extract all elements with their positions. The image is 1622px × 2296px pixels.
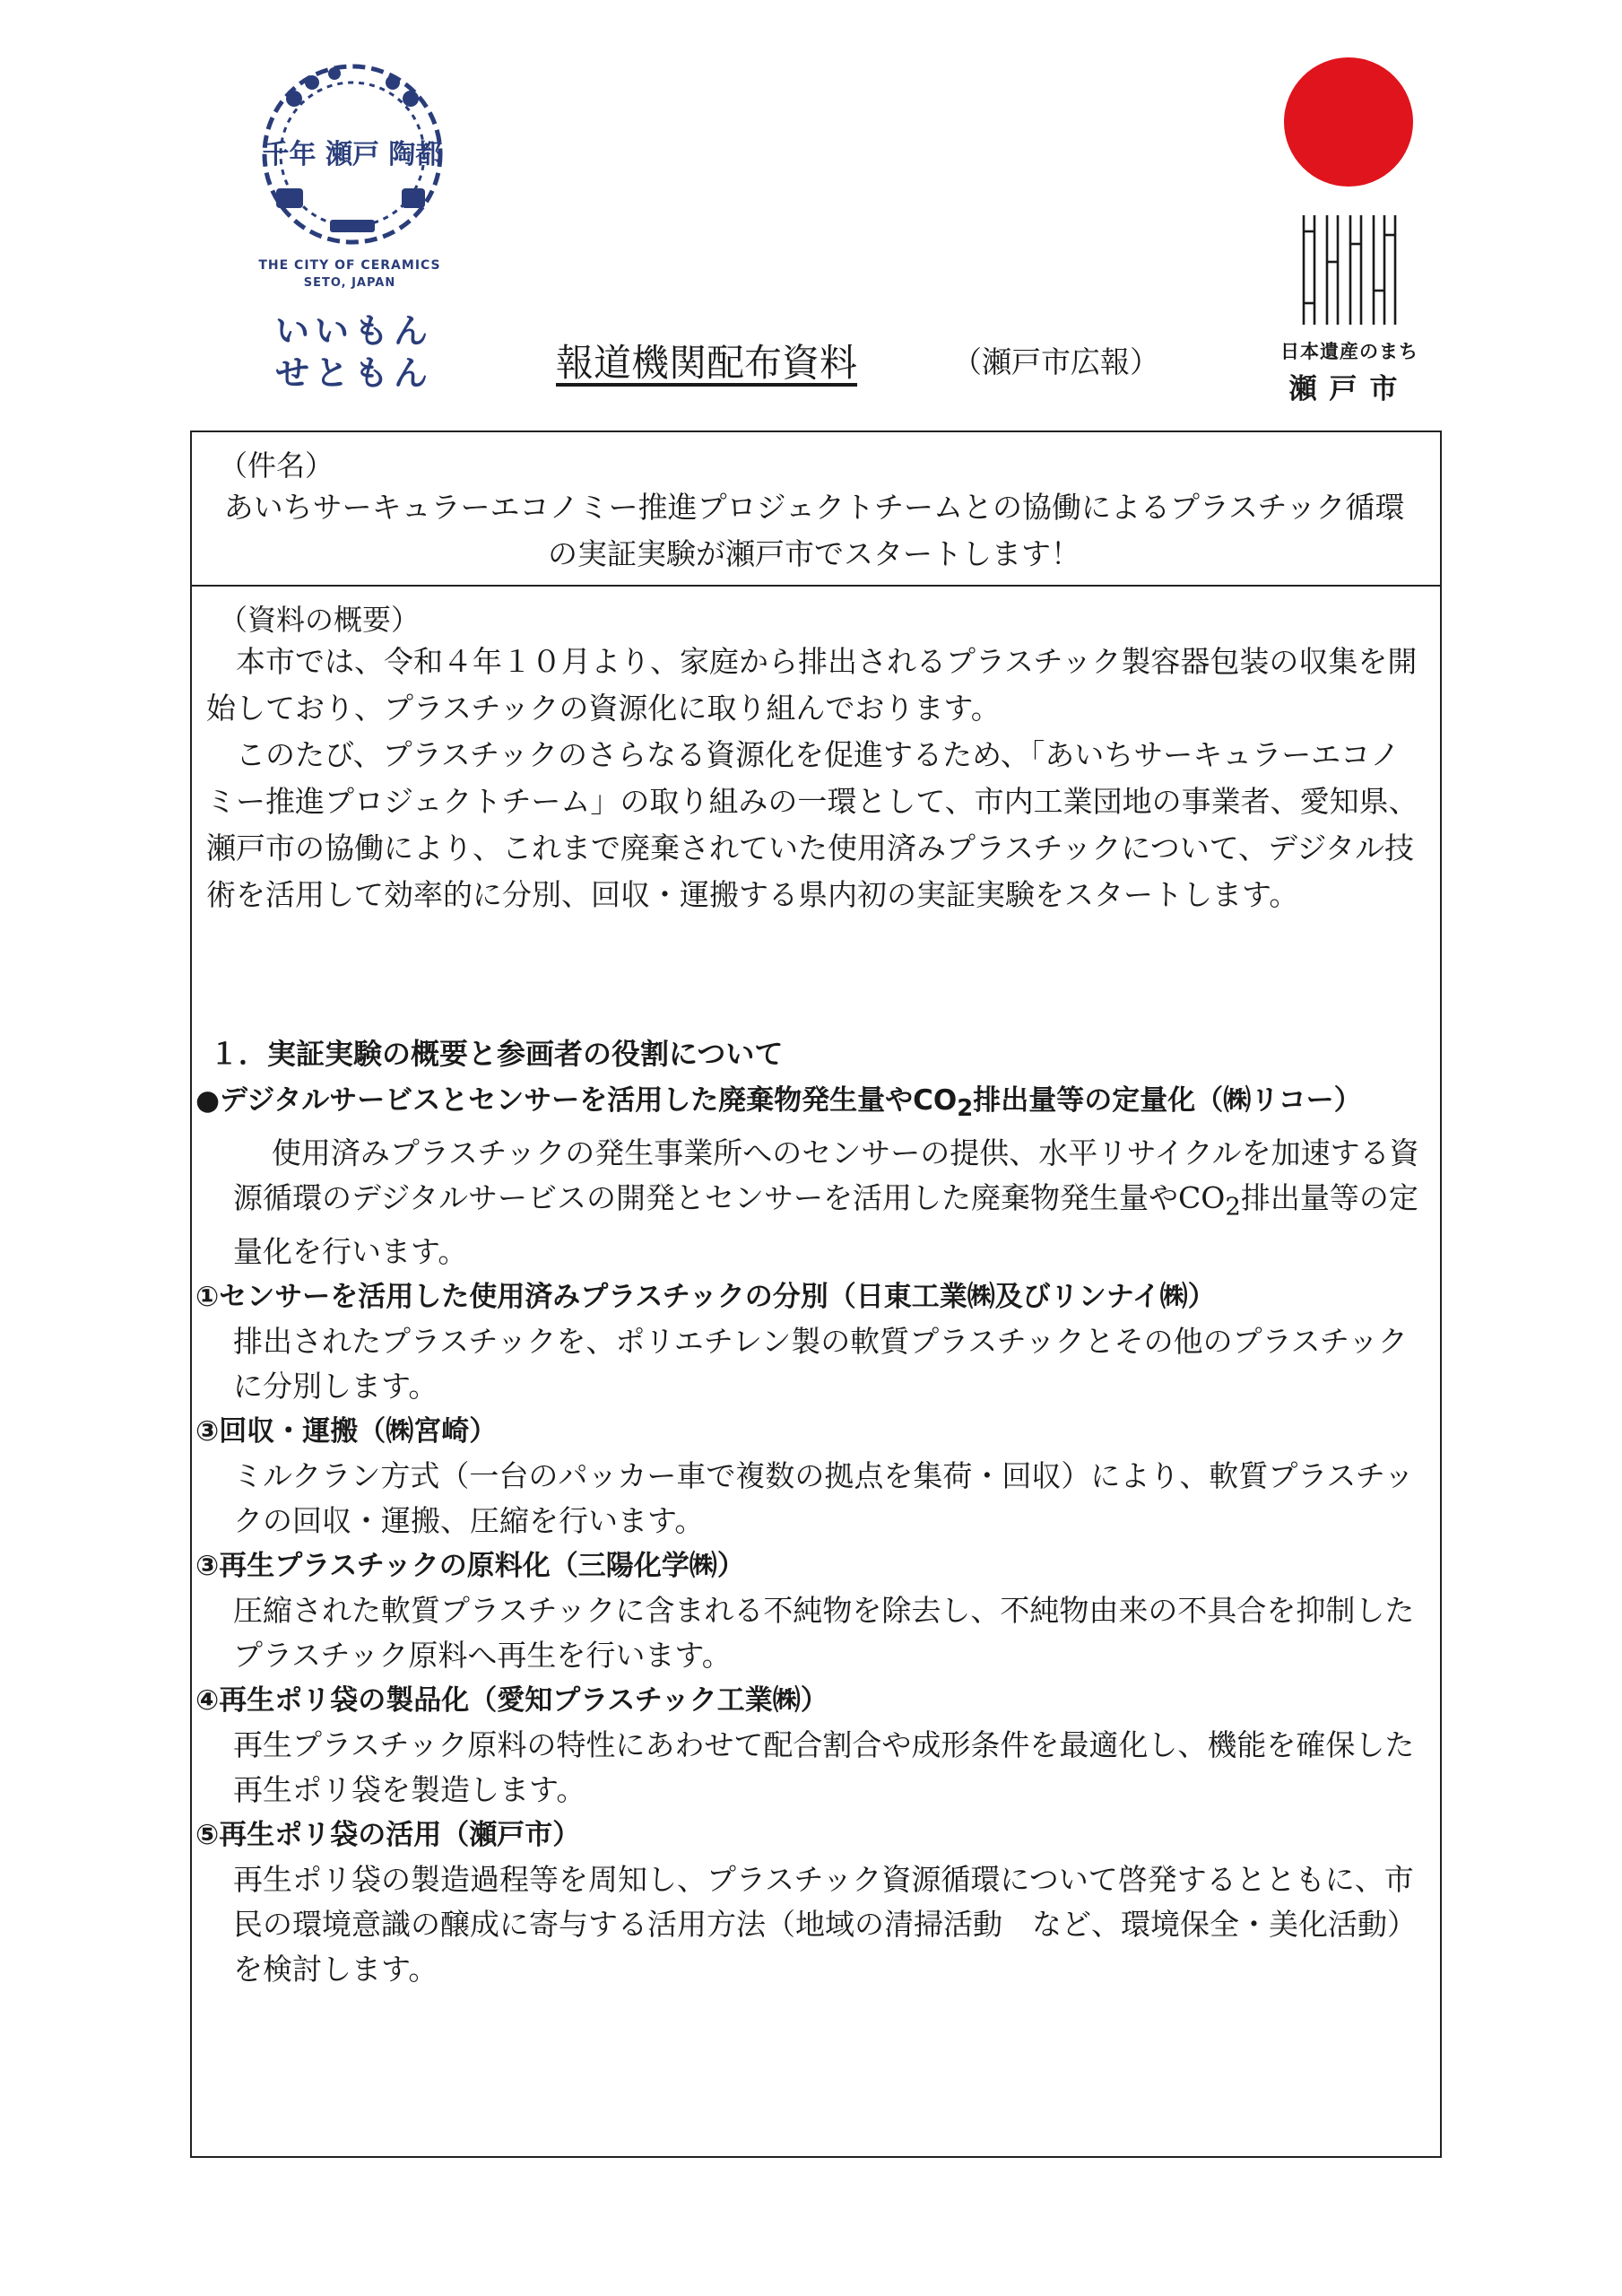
role-title-text-end: 排出量等の定量化（㈱リコー）: [973, 1084, 1362, 1117]
summary-paragraph-1: 本市では、令和４年１０月より、家庭から排出されるプラスチック製容器包装の収集を開始しており、プラスチックの資源化に取り組んでおります。: [206, 644, 1418, 726]
logo-mark-text: 千年 瀬戸 陶都: [262, 139, 443, 170]
role-item-collection: [192, 1409, 1444, 1544]
japan-heritage-logo: [1271, 56, 1426, 334]
seto-city-logo: [240, 54, 464, 274]
role-title: ①センサーを活用した使用済みプラスチックの分別（日東工業㈱及びリンナイ㈱）: [195, 1280, 1216, 1313]
role-title: ③再生プラスチックの原料化（三陽化学㈱）: [195, 1549, 745, 1582]
document-title: 報道機関配布資料: [556, 341, 858, 385]
subscript-2: 2: [957, 1095, 974, 1123]
role-title-text: ●デジタルサービスとセンサーを活用した廃棄物発生量やCO: [195, 1084, 958, 1117]
heritage-mark-text: JAPAN HERITAGE: [1412, 230, 1424, 312]
role-item-productization: [192, 1678, 1444, 1813]
subject-label: （件名）: [219, 448, 334, 483]
role-description: [233, 1131, 1431, 1274]
subject-text: あいちサーキュラーエコノミー推進プロジェクトチームとの協働によるプラスチック循環の実証実験が瀬戸市でスタートします！: [223, 490, 1405, 571]
role-description: ミルクラン方式（一台のパッカー車で複数の拠点を集荷・回収）により、軟質プラスチックの回収・運搬、圧縮を行います。: [233, 1457, 1414, 1538]
heritage-caption-line-1: 日本遺産のまち: [1280, 341, 1418, 362]
role-title: ⑤再生ポリ袋の活用（瀬戸市）: [195, 1818, 581, 1851]
role-description: 排出されたプラスチックを、ポリエチレン製の軟質プラスチックとその他のプラスチックに分別します。: [233, 1323, 1408, 1404]
heritage-caption: [1260, 337, 1439, 406]
role-title: [195, 1078, 1444, 1131]
slogan-line-2: せともん: [274, 353, 433, 393]
subscript-2: 2: [1225, 1192, 1241, 1222]
slogan-line-1: いいもん: [274, 311, 433, 351]
section-heading: １．実証実験の概要と参画者の役割について: [210, 1037, 784, 1071]
role-description-text: 使用済みプラスチックの発生事業所へのセンサーの提供、水平リサイクルを加速する資源循環のデジタルサービスの開発とセンサーを活用した廃棄物発生量やCO: [233, 1135, 1419, 1216]
role-item-sorting: [192, 1274, 1444, 1409]
document-source: （瀬戸市広報）: [952, 344, 1159, 379]
subject-section: [192, 432, 1440, 587]
role-item-raw-material: [192, 1544, 1444, 1678]
summary-label: （資料の概要）: [219, 603, 421, 637]
role-description: 再生プラスチック原料の特性にあわせて配合割合や成形条件を最適化し、機能を確保した再生ポリ袋を製造します。: [233, 1726, 1415, 1807]
role-title: ③回収・運搬（㈱宮崎）: [195, 1414, 498, 1448]
heritage-caption-city: 瀬戸市: [1288, 373, 1410, 405]
role-item-utilization: [192, 1813, 1444, 1992]
role-title: ④再生ポリ袋の製品化（愛知プラスチック工業㈱）: [195, 1683, 828, 1717]
logo-caption-location: SETO, JAPAN: [303, 276, 396, 290]
summary-body: [206, 639, 1427, 918]
role-description-text-end: 排出量等の定量化を行います。: [233, 1180, 1418, 1269]
role-description: 再生ポリ袋の製造過程等を周知し、プラスチック資源循環について啓発するとともに、市民の環境意識の醸成に寄与する活用方法（地域の清掃活動 など、環境保全・美化活動）を検討します。: [233, 1861, 1417, 1987]
role-description: 圧縮された軟質プラスチックに含まれる不純物を除去し、不純物由来の不具合を抑制したプラスチック原料へ再生を行います。: [233, 1592, 1415, 1673]
role-item-ricoh: [192, 1078, 1444, 1274]
role-list: [192, 1078, 1444, 1992]
red-sun-icon: [1284, 57, 1413, 187]
logo-caption-city: THE CITY OF CERAMICS: [258, 258, 441, 273]
summary-paragraph-2: このたび、プラスチックのさらなる資源化を促進するため、「あいちサーキュラーエコノミー推進プロジェクトチーム」の取り組みの一環として、市内工業団地の事業者、愛知県、瀬戸市の協働により、これまで廃棄されていた使用済みプラスチックについて、デジタル技術を活用して効率的に分別、回収・運搬する県内初の実証実験をスタートします。: [206, 737, 1418, 912]
press-release-box: [190, 430, 1442, 2158]
